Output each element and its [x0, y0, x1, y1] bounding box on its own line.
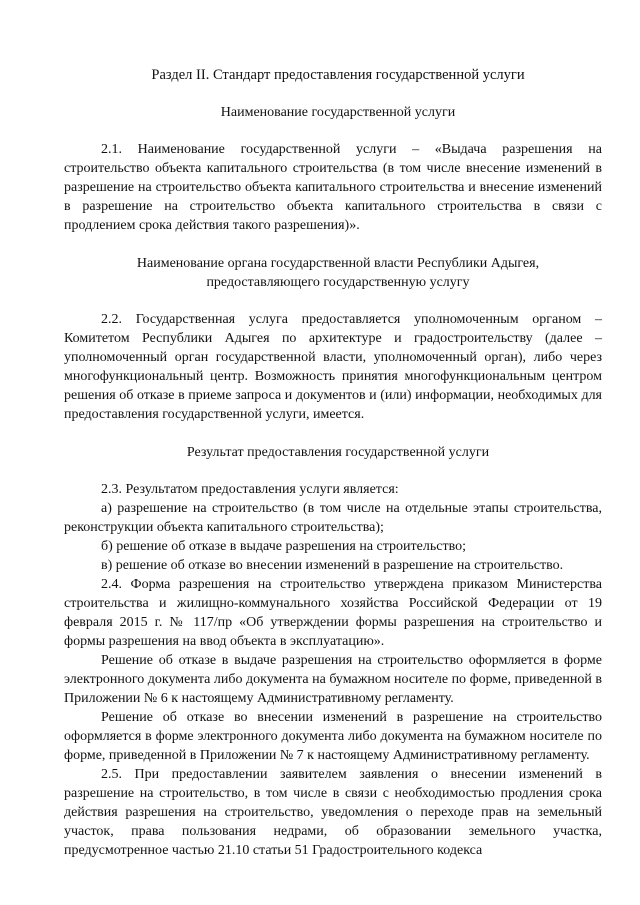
heading-authority — [64, 254, 602, 292]
paragraph-refusal-issue: Решение об отказе в выдаче разрешения на строительство оформляется в форме электронного документа либо документа на бумажном носителе по форме, приведенной в Приложении № 6 к настоящему Административному регламенту. — [64, 653, 602, 706]
paragraph-2-3-b: б) решение об отказе в выдаче разрешения на строительство; — [101, 539, 466, 554]
heading-result: Результат предоставления государственной услуги — [186, 445, 490, 460]
section-title: Раздел II. Стандарт предоставления государственной услуги — [151, 67, 525, 83]
paragraph-2-5: 2.5. При предоставлении заявителем заявления о внесении изменений в разрешение на строительство, в том числе в связи с необходимостью продления срока действия разрешения на строительство, уведомления о переходе прав на земельный участок, права пользования недрами, об образовании земельного участка, предусмотренное частью 21.10 статьи 51 Градостроительного кодекса — [64, 767, 602, 858]
paragraph-2-3: 2.3. Результатом предоставления услуги является: — [101, 482, 399, 497]
heading-authority-line1: Наименование органа государственной власти Республики Адыгея, — [136, 256, 540, 271]
paragraph-2-3-c: в) решение об отказе во внесении изменений в разрешение на строительство. — [101, 558, 564, 573]
paragraph-2-1: 2.1. Наименование государственной услуги – «Выдача разрешения на строительство объекта капитального строительства (в том числе внесение изменений в разрешение на строительство объекта капитального строительства и внесение изменений в разрешение на строительство объекта капитального строительства в связи с продлением срока действия такого разрешения)». — [64, 142, 602, 233]
heading-service-name: Наименование государственной услуги — [220, 105, 456, 120]
paragraph-2-4: 2.4. Форма разрешения на строительство утверждена приказом Министерства строительства и жилищно-коммунального хозяйства Российской Федерации от 19 февраля 2015 г. № 117/пр «Об утверждении формы разрешения на строительство и формы разрешения на ввод объекта в эксплуатацию». — [64, 577, 602, 649]
heading-authority-line2: предоставляющего государственную услугу — [206, 275, 470, 290]
paragraph-2-3-a: а) разрешение на строительство (в том числе на отдельные этапы строительства, реконструкции объекта капитального строительства); — [64, 501, 602, 535]
paragraph-refusal-changes: Решение об отказе во внесении изменений в разрешение на строительство оформляется в форме электронного документа либо документа на бумажном носителе по форме, приведенной в Приложении № 7 к настоящему Административному регламенту. — [64, 710, 602, 763]
paragraph-2-2: 2.2. Государственная услуга предоставляется уполномоченным органом – Комитетом Республики Адыгея по архитектуре и градостроительству (далее – уполномоченный орган государственной власти, уполномоченный орган), либо через многофункциональный центр. Возможность принятия многофункциональным центром решения об отказе в приеме запроса и документов и (или) информации, необходимых для предоставления государственной услуги, имеется. — [64, 312, 602, 422]
